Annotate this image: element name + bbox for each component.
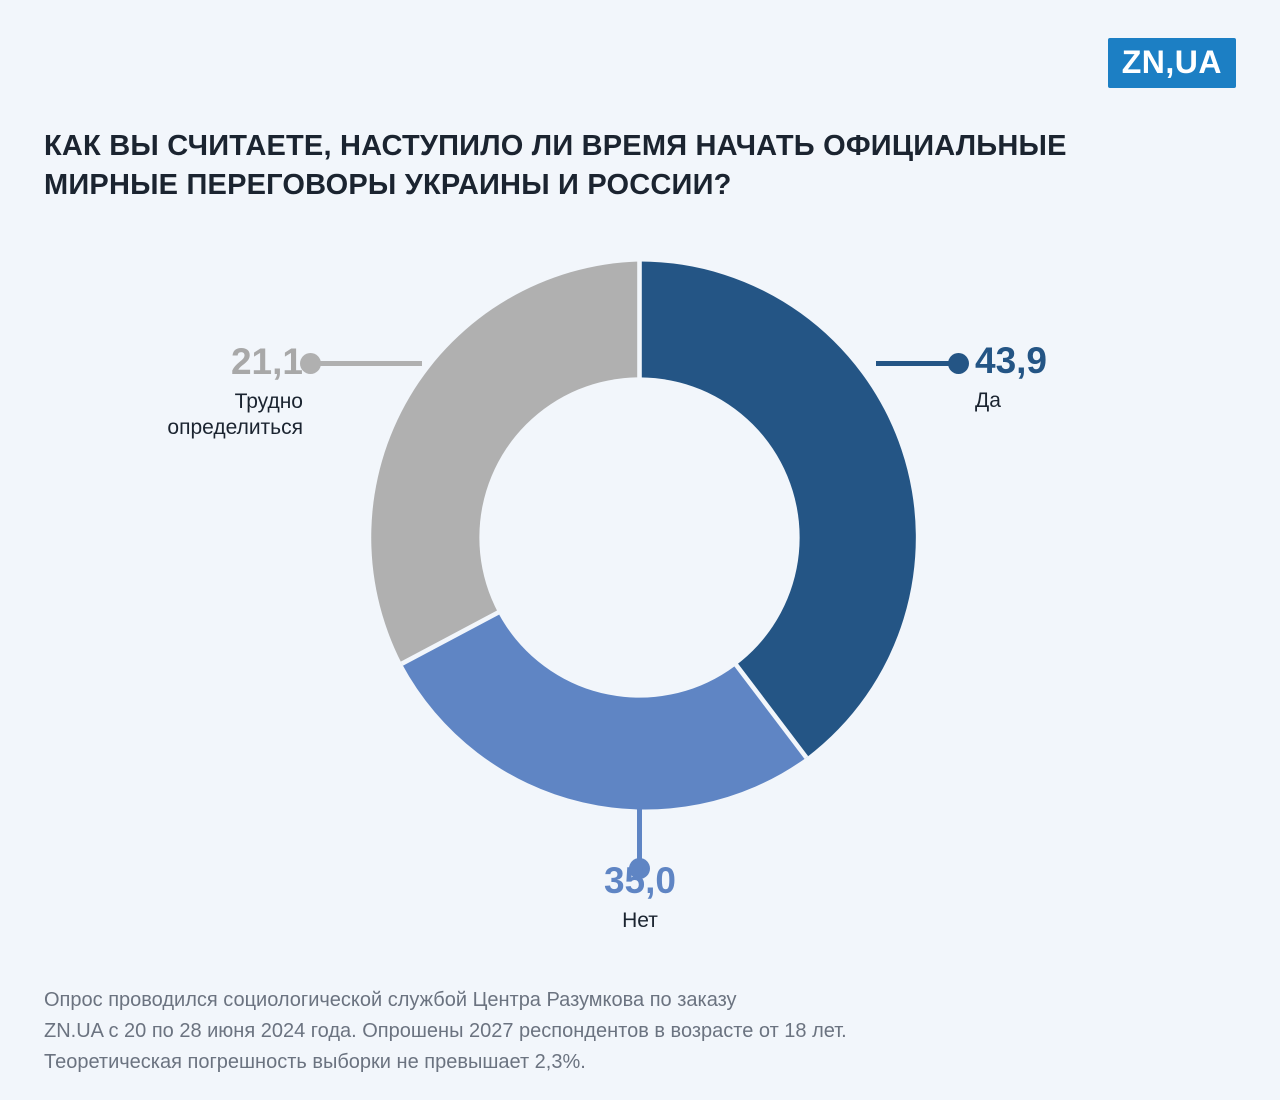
footnote [44, 985, 1124, 1078]
callout-hard [113, 343, 303, 442]
leader-dot-yes [948, 353, 969, 374]
callout-hard-label-line1: Трудно [234, 390, 303, 413]
callout-yes [975, 342, 1047, 414]
footnote-line-2: ZN.UA с 20 по 28 июня 2024 года. Опрошены 2027 респондентов в возрасте от 18 лет. [44, 1020, 847, 1042]
leader-dot-hard [300, 353, 321, 374]
zn-ua-logo: ZN,UA [1108, 38, 1236, 88]
callout-no-value: 35,0 [603, 860, 676, 901]
callout-no-label: Нет [622, 909, 658, 932]
donut-svg [352, 250, 927, 825]
callout-yes-label: Да [975, 389, 1001, 412]
donut-graphic [352, 250, 927, 825]
leader-line-hard [312, 361, 422, 366]
callout-hard-label-line2: определиться [167, 416, 303, 440]
callout-no [530, 862, 750, 934]
callout-yes-value: 43,9 [975, 340, 1048, 381]
footnote-line-3: Теоретическая погрешность выборки не превышает 2,3%. [44, 1051, 586, 1073]
leader-line-yes [876, 361, 958, 366]
page-title: КАК ВЫ СЧИТАЕТЕ, НАСТУПИЛО ЛИ ВРЕМЯ НАЧАТЬ ОФИЦИАЛЬНЫЕ МИРНЫЕ ПЕРЕГОВОРЫ УКРАИНЫ И РОССИИ? [44, 130, 1067, 202]
footnote-line-1: Опрос проводился социологической службой Центра Разумкова по заказу [44, 989, 737, 1011]
callout-hard-label [113, 389, 303, 442]
callout-hard-value: 21,1 [230, 341, 303, 382]
donut-hole [479, 377, 799, 697]
donut-chart [0, 225, 1280, 965]
